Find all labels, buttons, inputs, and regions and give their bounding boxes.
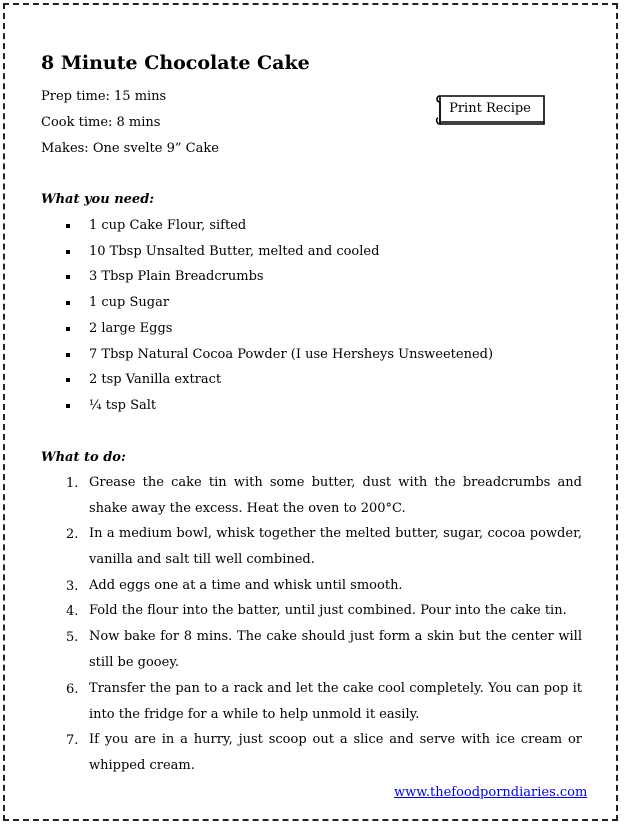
bullet-icon — [66, 353, 70, 357]
bullet-icon — [66, 327, 70, 331]
bullet-icon — [66, 378, 70, 382]
print-recipe-button[interactable] — [434, 94, 546, 126]
bullet-icon — [66, 404, 70, 408]
makes: Makes: One svelte 9” Cake — [41, 141, 219, 156]
bullet-icon — [66, 301, 70, 305]
print-recipe-label: Print Recipe — [449, 101, 531, 116]
ingredients-heading: What you need: — [41, 192, 155, 207]
cook-time: Cook time: 8 mins — [41, 115, 161, 130]
recipe-title: 8 Minute Chocolate Cake — [41, 52, 310, 74]
prep-time: Prep time: 15 mins — [41, 89, 167, 104]
bullet-icon — [66, 224, 70, 228]
bullet-icon — [66, 275, 70, 279]
website-link[interactable]: www.thefoodporndiaries.com — [394, 785, 588, 800]
bullet-icon — [66, 250, 70, 254]
steps-heading: What to do: — [41, 450, 126, 465]
